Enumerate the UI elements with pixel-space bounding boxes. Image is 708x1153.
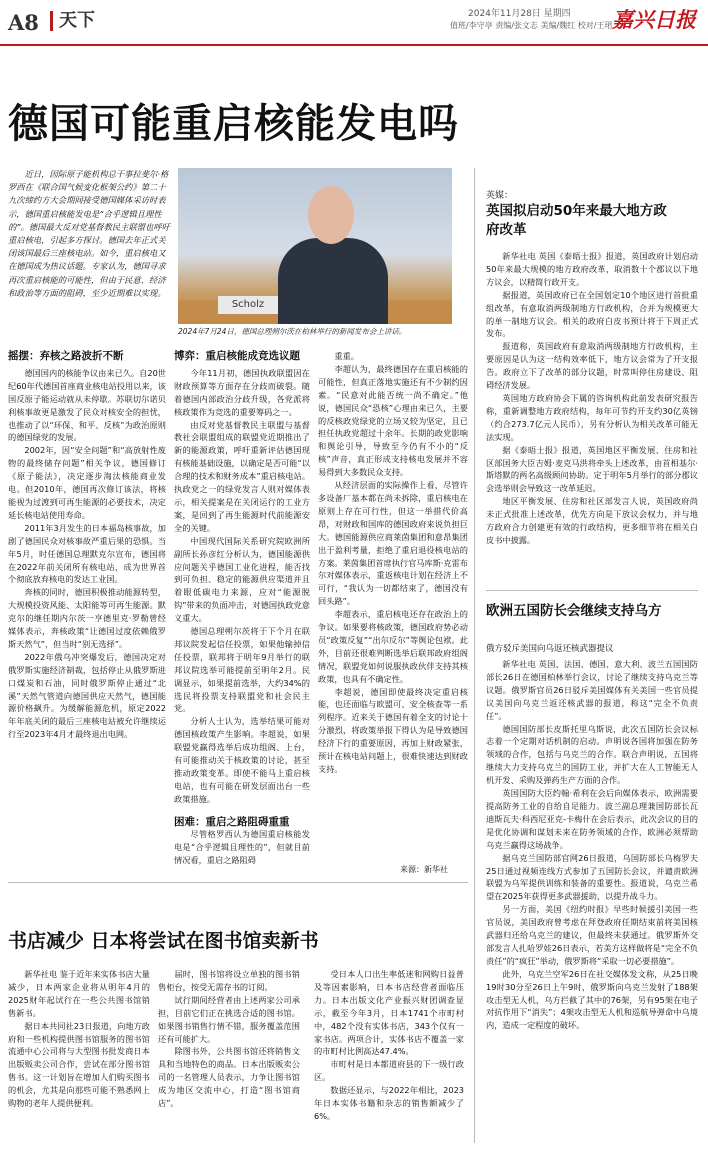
section-name: 天下 (50, 11, 95, 31)
paragraph: 除图书外，公共图书馆还将销售文具和当地特色的商品。日本出版贩卖公司的一名管理人员表示，力争让图书馆成为地区交流中心，打造“图书馆商店”。 (158, 1046, 300, 1109)
staff-credits: 值班/李守亭 责编/张文志 美编/魏红 校对/王珺 (450, 21, 613, 30)
paragraph: 据《泰晤士报》报道，英国地区平衡发展、住房和社区部国务大臣吉姆·麦克马洪将牵头上述改革，由首相基尔·斯塔默的两名高级顾问协助。定于明年5月举行的部分郡议会选举则会导致这一改革延迟。 (486, 444, 698, 494)
right-article-1 (486, 250, 698, 547)
paragraph: 中国现代国际关系研究院欧洲所副所长孙彦红分析认为，德国能源供应问题关乎德国工业化进程，能否找到可负担、稳定的能源供应渠道并且着眼低碳电力来源，应对“能源脱钩”带来的负面冲击，对德国执政党意义重大。 (174, 535, 310, 624)
right-subheadline-2: 俄方驳斥美国向乌返还核武器提议 (486, 644, 614, 654)
paragraph: 2022年俄乌冲突爆发后，德国决定对俄罗斯实施经济制裁，包括停止从俄罗斯进口煤炭和石油，同时俄罗斯停止通过“北溪”天然气管道向德国供应天然气，德国能源价格飙升。为缓解能源危机，原定2022年年底关闭的最后三座核电站被允许继续运行至2023年4月才最终退出电网。 (8, 651, 166, 740)
paragraph: 李超认为，最终德国存在重启核能的可能性，但真正落地实施还有不少制约因素。“民意对此能否统一尚不确定。”他说，德国民众“恐核”心理由来已久，主要的反核政党绿党的立场又较为坚定，且已担任执政党超过十余年。长期的政党影响和舆论引导，导致至今仍有不小的“反核”声音，真正形成支持核电发展并不容易得到大多数民众支持。 (318, 363, 468, 478)
bottom-column-2 (158, 968, 300, 1110)
paragraph: 从经济层面的实际操作上看，尽管许多设备厂基本都在尚未拆除，重启核电在原则上存在可行性，但这一举措代价高昂，对财政和国库的德国政府来说负担巨大。德国能源供应商莱茵集团和意昂集团出于盈利考量，拒绝了重启退役核电站的方案。莱茵集团首席执行官马库斯·克雷布尔对媒体表示，重返核电计划在经济上不可行，“我认为一切都结束了，德国没有回头路”。 (318, 480, 468, 607)
paragraph: 今年11月初，德国执政联盟因在财政预算等方面存在分歧而破裂。随着德国内部政治分歧升级，各党派将核政策作为竞选的重要筹码之一。 (174, 367, 310, 417)
lead-paragraph: 近日，因际原子能机构总干事拉斐尔·格罗西在《联合国气候变化框架公约》第二十九次缔约方大会期间接受德国媒体采访时表示，德国重启核能发电是“合乎逻辑且理性的”。德国最大反对党基督教民主联盟也呼吁重启核电，引起多方探讨。德国去年正式关闭该国最后三座核电站。如今，重启核电又在德国成为热议话题。专家认为，德国寻求再次重启核能的可能性，但由于民意、经济和政治等方面的阻碍，至少近期难以实现。 (8, 169, 170, 298)
paragraph: 据乌克兰国防部官网26日报道，乌国防部长乌梅罗夫25日通过视频连线方式参加了五国防长会议，并谴责欧洲联盟为乌军提供训练和装备的重要性。报道说，乌克兰希望在2025年获得更多武器援助，以提升战斗力。 (486, 852, 698, 902)
paragraph: 试行期间经营者由上述两家公司承担，目前它们正在挑选合适的图书馆。如果图书销售行情不错，服务覆盖范围还有可能扩大。 (158, 994, 300, 1044)
right-headline-2: 欧洲五国防长会继续支持乌方 (486, 603, 662, 619)
paragraph: 数据还显示，与2022年相比，2023年日本实体书籍和杂志的销售额减少了6%。 (314, 1085, 464, 1121)
paragraph: 市町村是日本都道府县的下一级行政区。 (314, 1059, 464, 1083)
right-article-2 (486, 658, 698, 1032)
paragraph: 德国总理朔尔茨将于下个月在联邦议院发起信任投票，如果他输掉信任投票，联邦将于明年9月举行的联邦议院选举可能提前至明年2月。民调显示，如果提前选举，大约34%的选民将投票支持联盟党和社会民主党。 (174, 626, 310, 714)
page-number: A8 (8, 10, 39, 35)
main-headline: 德国可能重启核能发电吗 (8, 100, 459, 147)
paragraph: 地区平衡发展、住房和社区部发言人说，英国政府尚未正式批准上述改革，优先方向是下放议会权力，并与地方政府合力创建更有效的行政结构，更多细节将在相关白皮书中披露。 (486, 496, 698, 545)
paragraph: 届时，图书馆将设立单独的图书销售柜台，按受无需存书的订阅。 (158, 969, 300, 992)
paragraph: 英国地方政府协会下属的咨询机构此前发表研究报告称，重新调整地方政府结构，每年可节约开支约30亿英镑（约合273.7亿元人民币），另有分析认为相关改革可能无法实现。 (486, 392, 698, 442)
news-photo (178, 168, 452, 324)
paragraph: 2011年3月发生的日本福岛核事故，加剧了德国民众对核事故严重后果的恐惧。当年5月，时任德国总理默克尔宣布，德国将在2022年前关闭所有核电站，成为世界首个彻底放弃核电的发达工业国。 (8, 522, 166, 585)
paragraph: 新华社电 英国、法国、德国、意大利、波兰五国国防部长26日在德国柏林举行会议，讨论了继续支持乌克兰等议题。俄罗斯官员26日驳斥美国媒体有关美国一些官员提议美国向乌克兰返还核武器的报道，称这“完全不负责任”。 (486, 659, 698, 721)
paragraph: 由反对党基督教民主联盟与基督教社会联盟组成的联盟党近期推出了新的能源政策，呼吁重新评估德国现有核能基础设施，以确定是否可能“以合理的技术和财务成本”重启核电站。执政党之一的绿党发言人则对媒体表示，相关提案是在关闭运行的工业方案，是回到了再生能源时代前能源安全的关键。 (174, 419, 310, 533)
paragraph: 奔核的同时，德国积极推动能源转型，大规模投资风能、太阳能等可再生能源。默克尔的继任期内尔茨一亨德里克·罗勒曾经媒体表示，奔核政策“让德国过度依赖俄罗斯天然气”，但当时“别无选择”。 (8, 587, 166, 649)
section-divider (8, 882, 468, 883)
article-source: 来源：新华社 (400, 865, 448, 874)
subhead-1: 摇摆：弃核之路波折不断 (8, 350, 124, 362)
speaker-head-shape (308, 186, 354, 244)
speaker-body-shape (278, 238, 388, 324)
column-divider (474, 168, 475, 1143)
bottom-column-3 (314, 968, 464, 1123)
paragraph: 英国国防大臣约翰·希利在会后向媒体表示，欧洲需要提高防务工业的自给自足能力。波兰副总理兼国防部长瓦迪斯瓦夫·科西尼亚克-卡梅什在会后表示，此次会议的目的是优化协调和谋划未来在防务领域的合作，欧洲必须帮助乌克兰赢得这场战争。 (486, 788, 698, 850)
subhead-2: 博弈：重启核能成竞选议题 (174, 350, 300, 362)
paragraph: 德国国内的核能争议由来已久。自20世纪60年代德国首座商业核电站投用以来，该国反原子能运动就从未停歇。苏联切尔诺贝利核事故更是激发了民众对核安全的担忧，也推动了以“环保、和平、反核”为政治原则的德国绿党的发展。 (8, 367, 166, 443)
paragraph: 另一方面，美国《纽约时报》早些时候援引美国一些官员说，美国政府曾考虑在拜登政府任期结束前将美国核武器归还给乌克兰的建议，但最终未获通过。俄罗斯外交部发言人扎哈罗娃26日表示，若美方这样做将是“完全不负责任”的“疯狂”举动，俄罗斯将“采取一切必要措施”。 (486, 904, 698, 966)
paragraph: 分析人士认为，选举结果可能对德国核政策产生影响。李超说，如果联盟党赢得选举后成功组阁、上台，有可能推动关于核政策的讨论，甚至推动政策变革。即使不能马上重启核电站，也有可能在研发层面出台一些政策措施。 (174, 716, 310, 804)
paragraph: 据日本共同社23日报道，向地方政府和一些机构提供图书馆服务的图书馆流通中心公司将与大型图书批发商日本出版贩卖公司合作，尝试在部分图书馆售书。这一计划旨在增加人们购买图书的机会，尤其是向那些可能不熟悉网上购物的老年人提供便利。 (8, 1020, 150, 1109)
newspaper-logo: 嘉兴日报 (612, 7, 696, 32)
paragraph: 尽管格罗西认为德国重启核能发电是“合乎逻辑且理性的”，但就目前情况看，重启之路阻碍 (174, 829, 310, 865)
article-column-2b (174, 828, 310, 867)
photo-caption: 2024年7月24日，德国总理朔尔茨在柏林举行的新闻发布会上讲话。 (178, 327, 407, 336)
paragraph: 据报道，英国政府已在全国划定10个地区进行首批重组改革，有意取消两级制地方行政机构，合并为规模更大的单一制地方议会。相关的政府白皮书预计将于下周正式发布。 (486, 289, 698, 339)
page-header (0, 0, 708, 46)
header-rule (0, 44, 708, 46)
bottom-headline: 书店减少 日本将尝试在图书馆卖新书 (8, 930, 319, 952)
name-sign: Scholz (218, 296, 278, 314)
paragraph: 受日本人口出生率低迷和网购日益普及等因素影响，日本书店经营者面临压力。日本出版文化产业振兴财团调查显示，截至今年3月，日本1741个市町村中，482个没有实体书店，343个仅有一家书店。两项合计，实体书店不覆盖一家的市町村比例高达47.4%。 (314, 969, 464, 1057)
right-divider (486, 590, 698, 591)
bottom-column-1 (8, 968, 150, 1110)
paragraph: 新华社电 英国《泰晤士报》报道，英国政府计划启动50年来最大规模的地方政府改革，取消数十个郡议以下地方议会，以精简行政开支。 (486, 251, 698, 287)
paragraph: 2002年，因“安全问题”和“高放射性废物的最终储存问题”相关争议，德国修订《原子能法》，决定逐步淘汰核能商业发电。但2010年，德国再次修订该法，将核能视为过渡到可再生能源的必要技术，决定延长核电站使用寿命。 (8, 445, 166, 520)
right-headline-1: 英国拟启动50年来最大地方政府改革 (486, 203, 667, 238)
paragraph: 报道称，英国政府有意取消两级制地方行政机构，主要原因是认为这一结构效率低下，地方议会常为了开支报告。政府立下了改革的部分议题，时常叫停住房建设、阻碍经济发展。 (486, 341, 698, 391)
right-kicker: 英媒： (486, 191, 514, 201)
paragraph: 新华社电 鉴于近年来实体书店大量减少，日本两家企业将从明年4月的2025财年起试行在一些公共图书馆销售新书。 (8, 969, 150, 1018)
subhead-3: 困难：重启之路阻碍重重 (174, 816, 290, 828)
paragraph: 重重。 (334, 351, 359, 361)
paragraph: 德国国防部长皮斯托里乌斯说，此次五国防长会议标志着一个定期对话机制的启动。声明说各国将加强在防务领域的合作，包括与乌克兰的合作。联合声明说，五国将继续大力支持乌克兰的国防工业，并扩大在人工智能无人机开发、采购及弹药生产方面的合作。 (486, 723, 698, 786)
article-column-1 (8, 350, 166, 741)
paragraph: 李超说，德国即使最终决定重启核能，也还面临与欧盟可、安全核查等一系列程序。近来关于德国有着全支的讨论十分激烈，将政策举报下得认为是导致德国经济下行的重要原因，再加上财政紧张，预计在核电站问题上，很难快速达到财政支持。 (318, 686, 468, 774)
issue-date: 2024年11月28日 星期四 (468, 9, 571, 19)
article-column-2 (174, 350, 310, 806)
article-column-3 (318, 350, 468, 776)
paragraph: 李超表示，重启核电还存在政治上的争议。如果要将核政策，德国政府势必动员“政策反复”“出尔反尔”等舆论包袱。此外，目前还很难判断选举后联邦政府组阁情况，联盟党如何说服执政伙伴支持其核政策，也具有不确定性。 (318, 609, 468, 684)
paragraph: 此外，乌克兰空军26日在社交媒体发文称，从25日晚19时30分至26日上午9时，俄罗斯向乌克兰发射了188架攻击型无人机，乌方拦截了其中的76架，另有95架在电子对抗作用下“消失”；4架攻击型无人机和巡航导弹命中乌境内，造成一定程度的破坏。 (486, 968, 698, 1031)
